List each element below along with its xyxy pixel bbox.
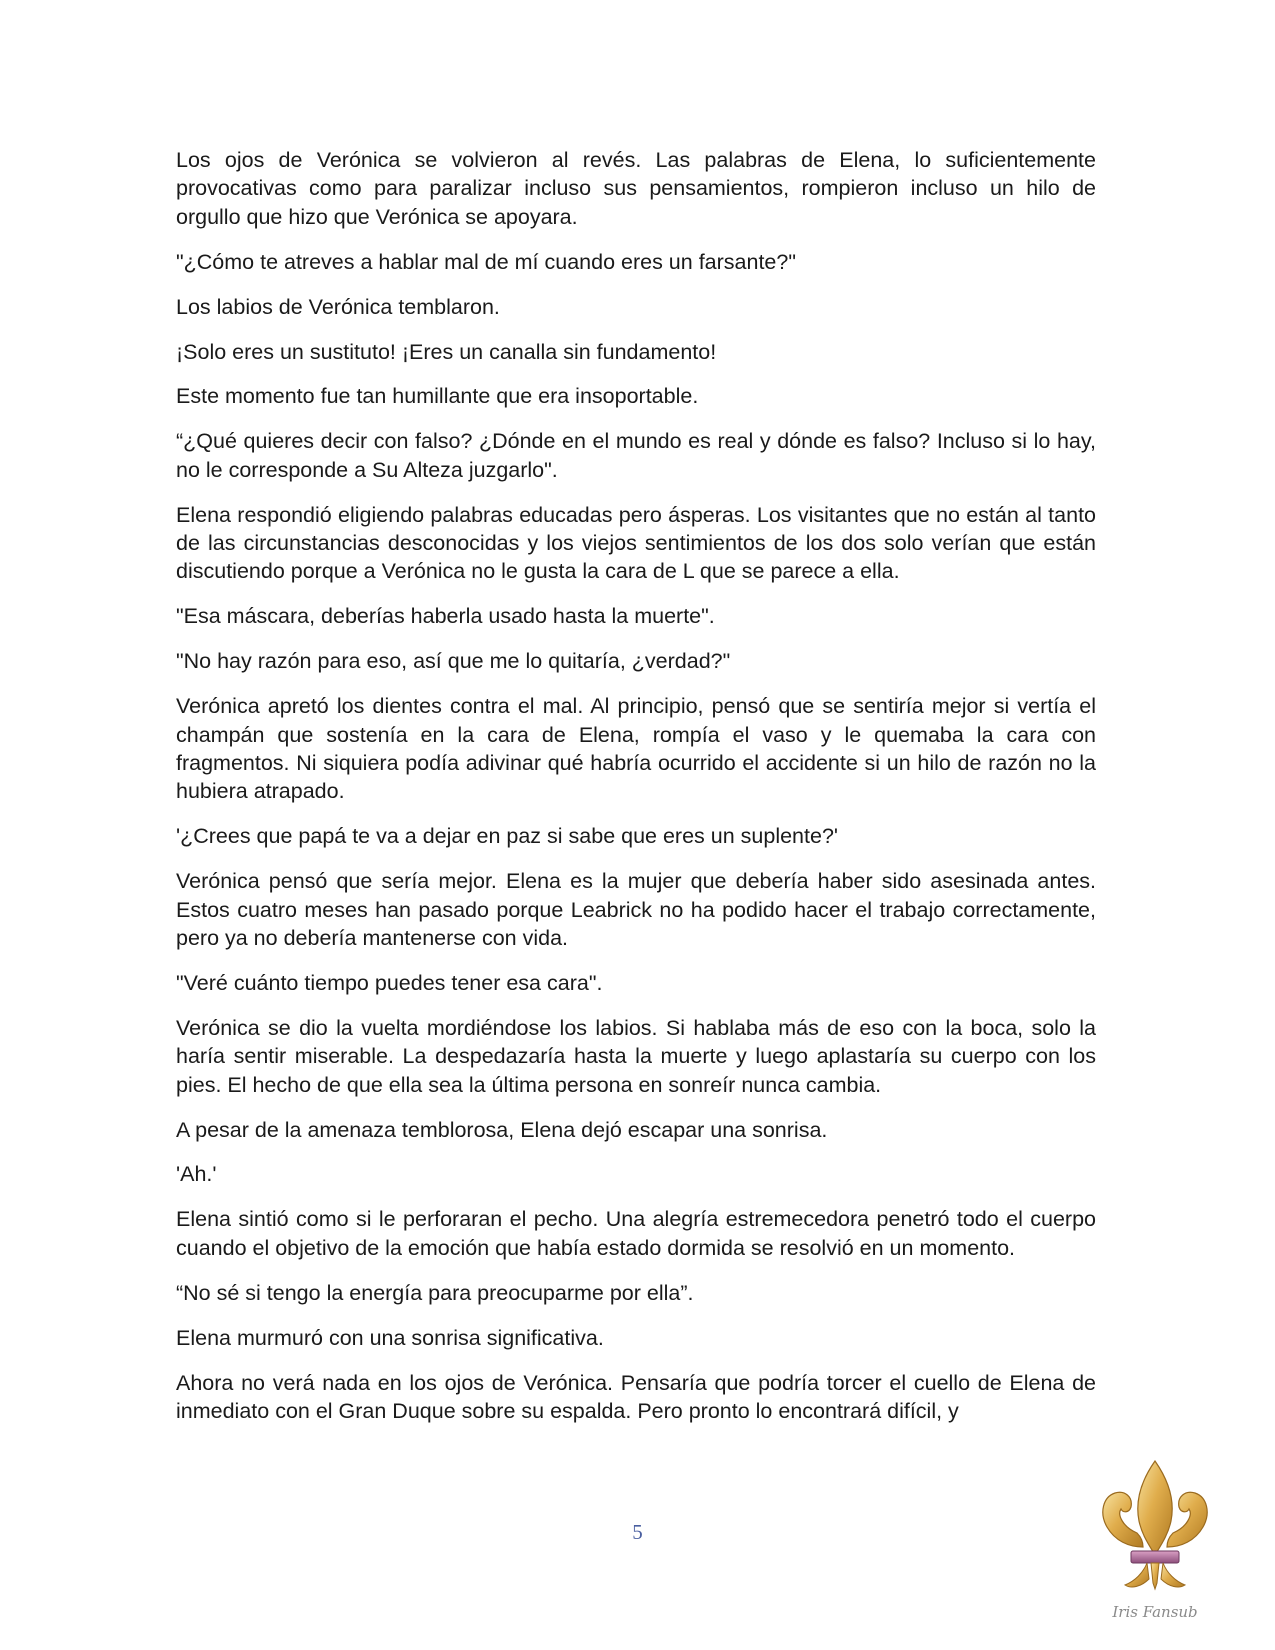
logo-signature: Iris Fansub [1112,1603,1198,1621]
paragraph: Verónica apretó los dientes contra el mal. Al principio, pensó que se sentiría mejor si vertía el champán que sostenía en la cara de Elena, rompía el vaso y le quemaba la cara con fragmentos. Ni siquiera podía adivinar qué habría ocurrido el accidente si un hilo de razón no la hubiera atrapado. [176,694,1096,804]
paragraph: 'Ah.' [176,1162,217,1187]
paragraph: “No sé si tengo la energía para preocuparme por ella”. [176,1280,694,1305]
paragraph: Los ojos de Verónica se volvieron al revés. Las palabras de Elena, lo suficientemente provocativas como para paralizar incluso sus pensamientos, rompieron incluso un hilo de orgullo que hizo que Verónica se apoyara. [176,148,1096,229]
fleur-de-lis-icon [1085,1455,1225,1630]
paragraph: A pesar de la amenaza temblorosa, Elena dejó escapar una sonrisa. [176,1117,828,1142]
page-number: 5 [632,1520,643,1544]
paragraph: “¿Qué quieres decir con falso? ¿Dónde en el mundo es real y dónde es falso? Incluso si lo hay, no le corresponde a Su Alteza juzgarlo". [176,429,1096,482]
paragraph: '¿Crees que papá te va a dejar en paz si sabe que eres un suplente?' [176,824,839,849]
paragraph: Verónica pensó que sería mejor. Elena es la mujer que debería haber sido asesinada antes. Estos cuatro meses han pasado porque Leabrick no ha podido hacer el trabajo correctamente, pero ya no debería mantenerse con vida. [176,869,1096,951]
document-body [176,146,1096,1442]
paragraph: "Esa máscara, deberías haberla usado hasta la muerte". [176,604,715,629]
paragraph: Elena murmuró con una sonrisa significativa. [176,1325,604,1350]
paragraph: Ahora no verá nada en los ojos de Verónica. Pensaría que podría torcer el cuello de Elena de inmediato con el Gran Duque sobre su espalda. Pero pronto lo encontrará difícil, y [176,1370,1096,1423]
paragraph: Este momento fue tan humillante que era insoportable. [176,384,699,409]
paragraph: Los labios de Verónica temblaron. [176,294,500,319]
paragraph: "¿Cómo te atreves a hablar mal de mí cuando eres un farsante?" [176,249,796,274]
paragraph: Verónica se dio la vuelta mordiéndose los labios. Si hablaba más de eso con la boca, solo la haría sentir miserable. La despedazaría hasta la muerte y luego aplastaría su cuerpo con los pies. El hecho de que ella sea la última persona en sonreír nunca cambia. [176,1015,1096,1097]
paragraph: Elena respondió eligiendo palabras educadas pero ásperas. Los visitantes que no están al tanto de las circunstancias desconocidas y los viejos sentimientos de los dos solo verían que están discutiendo porque a Verónica no le gusta la cara de L que se parece a ella. [176,502,1096,584]
paragraph: "Veré cuánto tiempo puedes tener esa cara". [176,970,603,995]
paragraph: Elena sintió como si le perforaran el pecho. Una alegría estremecedora penetró todo el cuerpo cuando el objetivo de la emoción que había estado dormida se resolvió en un momento. [176,1207,1096,1260]
paragraph: ¡Solo eres un sustituto! ¡Eres un canalla sin fundamento! [176,339,717,364]
paragraph: "No hay razón para eso, así que me lo quitaría, ¿verdad?" [176,649,731,674]
